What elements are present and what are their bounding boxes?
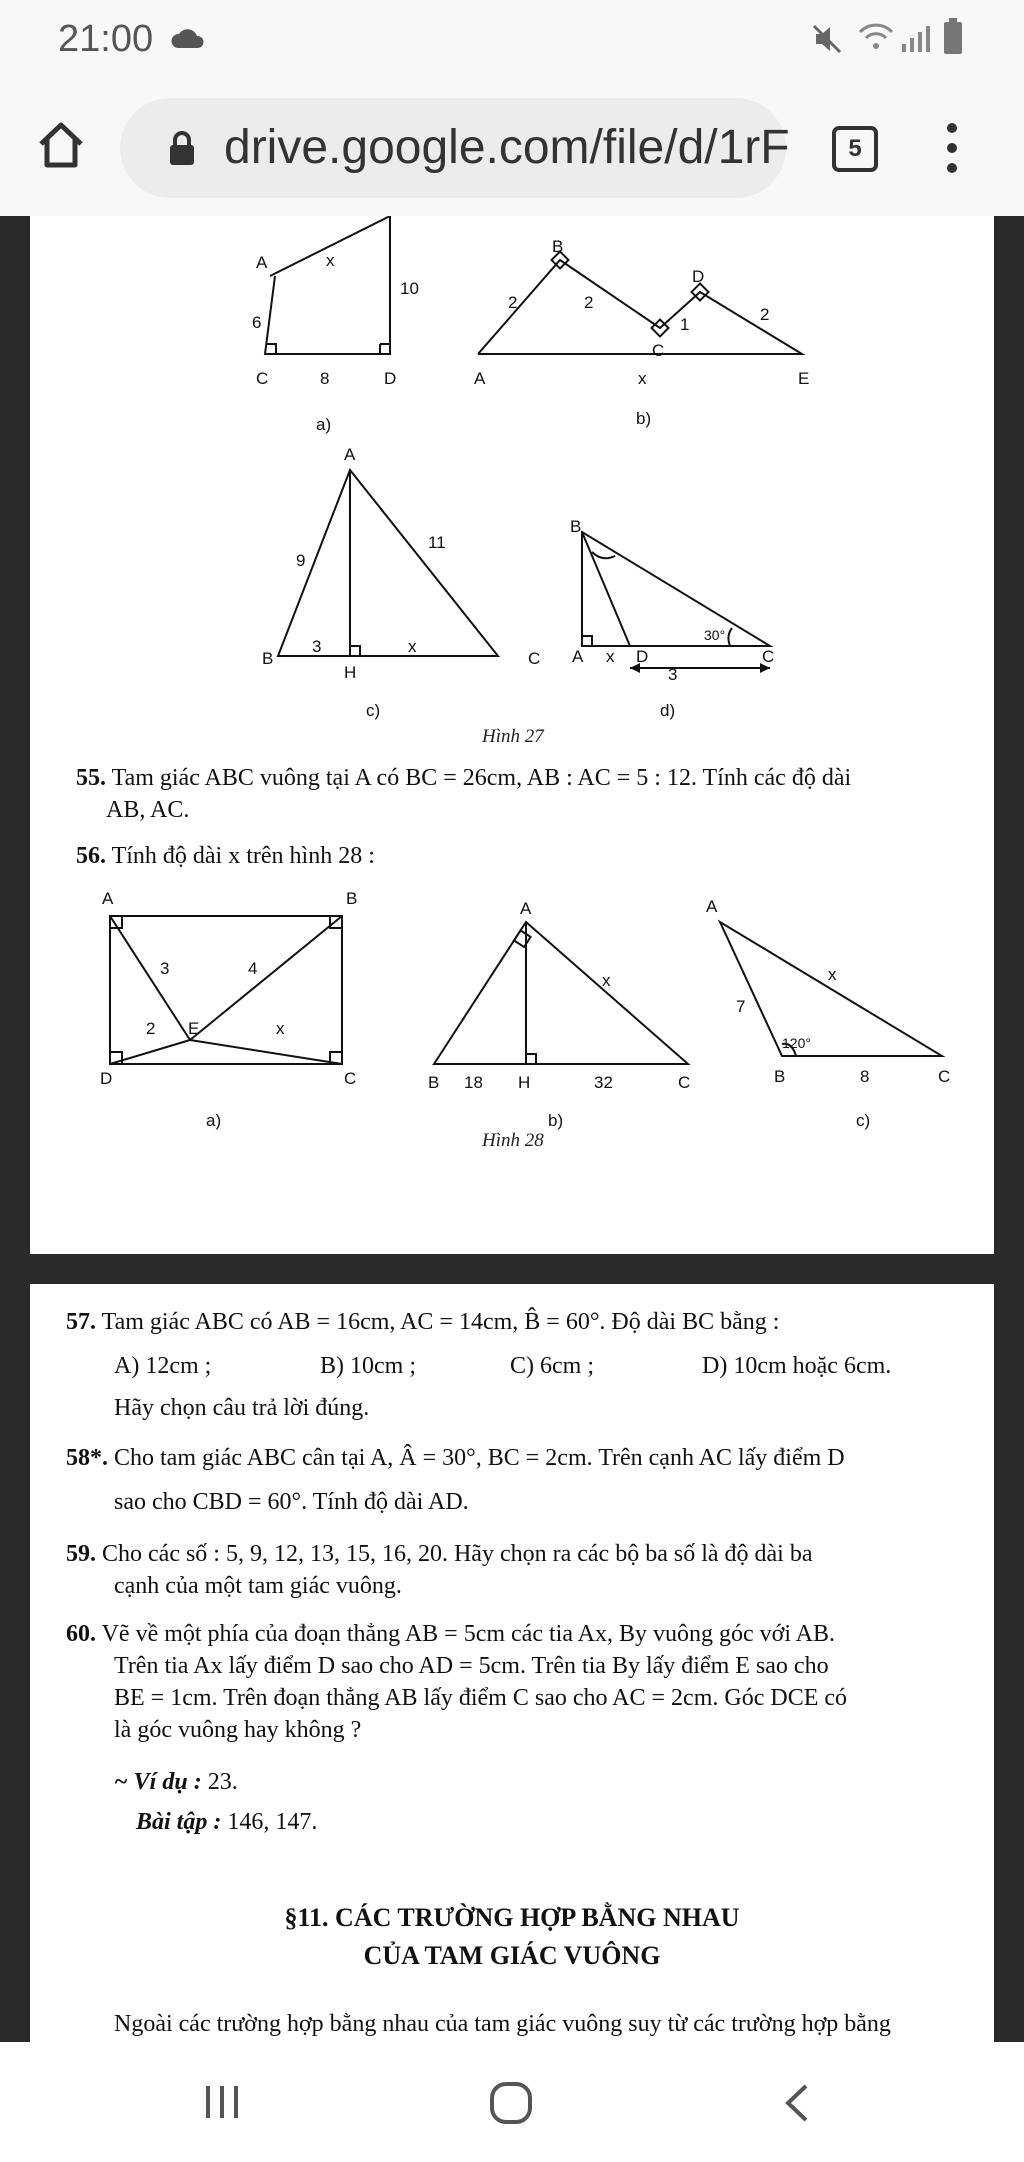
fig27d-triangle bbox=[582, 532, 770, 646]
signal-icon bbox=[900, 22, 932, 54]
fig27d-angle: 30° bbox=[704, 627, 726, 643]
problem-60-line-4: là góc vuông hay không ? bbox=[114, 1717, 362, 1743]
fig28c-angle: 120° bbox=[782, 1035, 811, 1051]
problem-57 bbox=[66, 1306, 966, 1338]
figure-27-caption: Hình 27 bbox=[482, 726, 544, 747]
fig27a-A: A bbox=[256, 253, 268, 272]
fig27b-D: D bbox=[692, 267, 705, 286]
fig27d-x: x bbox=[606, 647, 615, 666]
figure-27 bbox=[30, 216, 994, 736]
fig28a-A: A bbox=[102, 889, 114, 908]
fig28a-B: B bbox=[346, 889, 358, 908]
mute-icon bbox=[810, 22, 844, 56]
fig28b-x: x bbox=[602, 971, 611, 990]
lock-icon bbox=[168, 130, 196, 166]
fig27c-H: H bbox=[344, 663, 357, 682]
fig27d-A: A bbox=[572, 647, 584, 666]
problem-55-text-2: AB, AC. bbox=[106, 797, 190, 823]
section-intro-text: Ngoài các trường hợp bằng nhau của tam giác vuông suy từ các trường hợp bằng bbox=[114, 2011, 891, 2037]
figure-28 bbox=[30, 876, 994, 1246]
example-label: ~ Ví dụ : bbox=[114, 1769, 202, 1795]
fig27c-A: A bbox=[344, 445, 356, 464]
example-reference bbox=[114, 1766, 238, 1798]
fig28a-four: 4 bbox=[248, 959, 258, 978]
fig27b-C: C bbox=[652, 341, 665, 360]
problem-55 bbox=[76, 762, 976, 794]
problem-57-option-d: D) 10cm hoặc 6cm. bbox=[702, 1353, 892, 1379]
fig27b-E: E bbox=[798, 369, 810, 388]
problem-58-line-1: Cho tam giác ABC cân tại A, Â = 30°, BC = 2cm. Trên cạnh AC lấy điểm D bbox=[114, 1445, 845, 1471]
back-icon[interactable] bbox=[782, 2082, 812, 2124]
fig28c-x: x bbox=[828, 965, 837, 984]
tab-switcher-button[interactable]: 5 bbox=[832, 126, 878, 172]
problem-60 bbox=[66, 1618, 976, 1650]
fig28b-B: B bbox=[428, 1073, 440, 1092]
fig27b-shape bbox=[478, 260, 802, 354]
problem-60-line-1: Vẽ về một phía của đoạn thẳng AB = 5cm các tia Ax, By vuông góc với AB. bbox=[101, 1621, 836, 1647]
fig27c-x: x bbox=[408, 637, 417, 656]
wifi-icon bbox=[856, 20, 896, 54]
fig28a-x: x bbox=[276, 1019, 285, 1038]
fig27b-B: B bbox=[552, 237, 564, 256]
fig28c-triangle bbox=[720, 922, 942, 1056]
problem-56-text: Tính độ dài x trên hình 28 : bbox=[111, 843, 375, 869]
problem-56 bbox=[76, 840, 375, 872]
home-icon[interactable] bbox=[36, 120, 86, 170]
problem-57-option-b: B) 10cm ; bbox=[320, 1353, 416, 1379]
fig27a-D: D bbox=[384, 369, 397, 388]
figure-28-caption: Hình 28 bbox=[482, 1130, 544, 1151]
more-menu-icon[interactable] bbox=[944, 122, 960, 174]
fig27c-nine: 9 bbox=[296, 551, 306, 570]
problem-56-number: 56. bbox=[76, 843, 106, 869]
fig27b-label: b) bbox=[636, 409, 652, 428]
fig27c-label: c) bbox=[366, 701, 381, 720]
fig28c-A: A bbox=[706, 897, 718, 916]
fig28a-E: E bbox=[188, 1019, 200, 1038]
problem-57-option-a: A) 12cm ; bbox=[114, 1353, 212, 1379]
fig28c-B: B bbox=[774, 1067, 786, 1086]
fig27b-1: 1 bbox=[680, 315, 690, 334]
fig27d-C: C bbox=[762, 647, 775, 666]
fig28c-C: C bbox=[938, 1067, 951, 1086]
document-viewer[interactable] bbox=[0, 216, 1024, 2042]
fig27d-B: B bbox=[570, 517, 582, 536]
fig27a-shape bbox=[265, 216, 390, 354]
problem-58 bbox=[66, 1442, 976, 1474]
fig27a-C: C bbox=[256, 369, 269, 388]
problem-60-line-2: Trên tia Ax lấy điểm D sao cho AD = 5cm. Trên tia By lấy điểm E sao cho bbox=[114, 1653, 829, 1679]
fig28a-two: 2 bbox=[146, 1019, 156, 1038]
fig27c-B: B bbox=[262, 649, 274, 668]
battery-icon bbox=[942, 18, 964, 54]
fig28a-label: a) bbox=[206, 1111, 222, 1130]
fig28c-eight: 8 bbox=[860, 1067, 870, 1086]
problem-59-line-1: Cho các số : 5, 9, 12, 13, 15, 16, 20. Hãy chọn ra các bộ ba số là độ dài ba bbox=[102, 1541, 813, 1567]
fig28a-D: D bbox=[100, 1069, 113, 1088]
fig28b-eighteen: 18 bbox=[464, 1073, 483, 1092]
recent-apps-icon[interactable] bbox=[202, 2082, 242, 2122]
fig27a-x: x bbox=[326, 251, 335, 270]
fig27a-eight: 8 bbox=[320, 369, 330, 388]
section-title-2: CỦA TAM GIÁC VUÔNG bbox=[363, 1941, 661, 1970]
fig28a-rectangle bbox=[110, 916, 342, 1064]
browser-toolbar bbox=[0, 82, 1024, 216]
fig27b-A: A bbox=[474, 369, 486, 388]
fig28b-label: b) bbox=[548, 1111, 564, 1130]
problem-55-text: Tam giác ABC vuông tại A có BC = 26cm, AB : AC = 5 : 12. Tính các độ dài bbox=[111, 765, 852, 791]
problem-60-line-3: BE = 1cm. Trên đoạn thẳng AB lấy điểm C sao cho AC = 2cm. Góc DCE có bbox=[114, 1685, 848, 1711]
fig27b-2c: 2 bbox=[760, 305, 770, 324]
problem-55-number: 55. bbox=[76, 765, 106, 791]
problem-59 bbox=[66, 1538, 976, 1570]
fig28b-thirtytwo: 32 bbox=[594, 1073, 613, 1092]
problem-57-option-c: C) 6cm ; bbox=[510, 1353, 594, 1379]
exercise-value: 146, 147. bbox=[227, 1809, 318, 1835]
status-bar bbox=[0, 0, 1024, 82]
fig28b-H: H bbox=[518, 1073, 531, 1092]
fig27c-triangle bbox=[278, 470, 498, 656]
fig28a-C: C bbox=[344, 1069, 357, 1088]
problem-58-line-2: sao cho CBD = 60°. Tính độ dài AD. bbox=[114, 1489, 469, 1515]
fig28b-triangle bbox=[434, 922, 688, 1064]
status-time: 21:00 bbox=[58, 18, 154, 60]
problem-60-number: 60. bbox=[66, 1621, 96, 1647]
problem-57-text: Tam giác ABC có AB = 16cm, AC = 14cm, B̂ = 60°. Độ dài BC bằng : bbox=[101, 1309, 780, 1335]
fig27b-2b: 2 bbox=[584, 293, 594, 312]
system-navigation-bar bbox=[0, 2042, 1024, 2162]
cloud-icon bbox=[170, 26, 206, 50]
example-value: 23. bbox=[207, 1769, 238, 1795]
problem-59-line-2: cạnh của một tam giác vuông. bbox=[114, 1573, 402, 1599]
document-page-2 bbox=[30, 1284, 994, 2042]
url-text[interactable]: drive.google.com/file/d/1rF bbox=[224, 121, 790, 174]
fig27c-eleven: 11 bbox=[428, 533, 446, 552]
fig27a-six: 6 bbox=[252, 313, 262, 332]
fig27d-label: d) bbox=[660, 701, 676, 720]
problem-57-number: 57. bbox=[66, 1309, 96, 1335]
fig27a-label: a) bbox=[316, 415, 332, 434]
document-page-1 bbox=[30, 216, 994, 1254]
exercise-reference bbox=[136, 1806, 317, 1838]
fig27a-ten: 10 bbox=[400, 279, 419, 298]
fig27c-three: 3 bbox=[312, 637, 322, 656]
problem-58-number: 58*. bbox=[66, 1445, 108, 1471]
fig28c-label: c) bbox=[856, 1111, 871, 1130]
fig28b-A: A bbox=[520, 899, 532, 918]
problem-59-number: 59. bbox=[66, 1541, 96, 1567]
fig27b-2a: 2 bbox=[508, 293, 518, 312]
fig28b-C: C bbox=[678, 1073, 691, 1092]
home-nav-icon[interactable] bbox=[488, 2080, 534, 2126]
fig28a-three: 3 bbox=[160, 959, 170, 978]
fig27b-x: x bbox=[638, 369, 647, 388]
fig27c-C: C bbox=[528, 649, 541, 668]
section-title-1: §11. CÁC TRƯỜNG HỢP BẰNG NHAU bbox=[284, 1903, 740, 1932]
exercise-label: Bài tập : bbox=[136, 1809, 222, 1835]
fig28c-seven: 7 bbox=[736, 997, 746, 1016]
fig27d-three: 3 bbox=[668, 665, 678, 684]
problem-57-note: Hãy chọn câu trả lời đúng. bbox=[114, 1395, 370, 1421]
fig27d-D: D bbox=[636, 647, 649, 666]
